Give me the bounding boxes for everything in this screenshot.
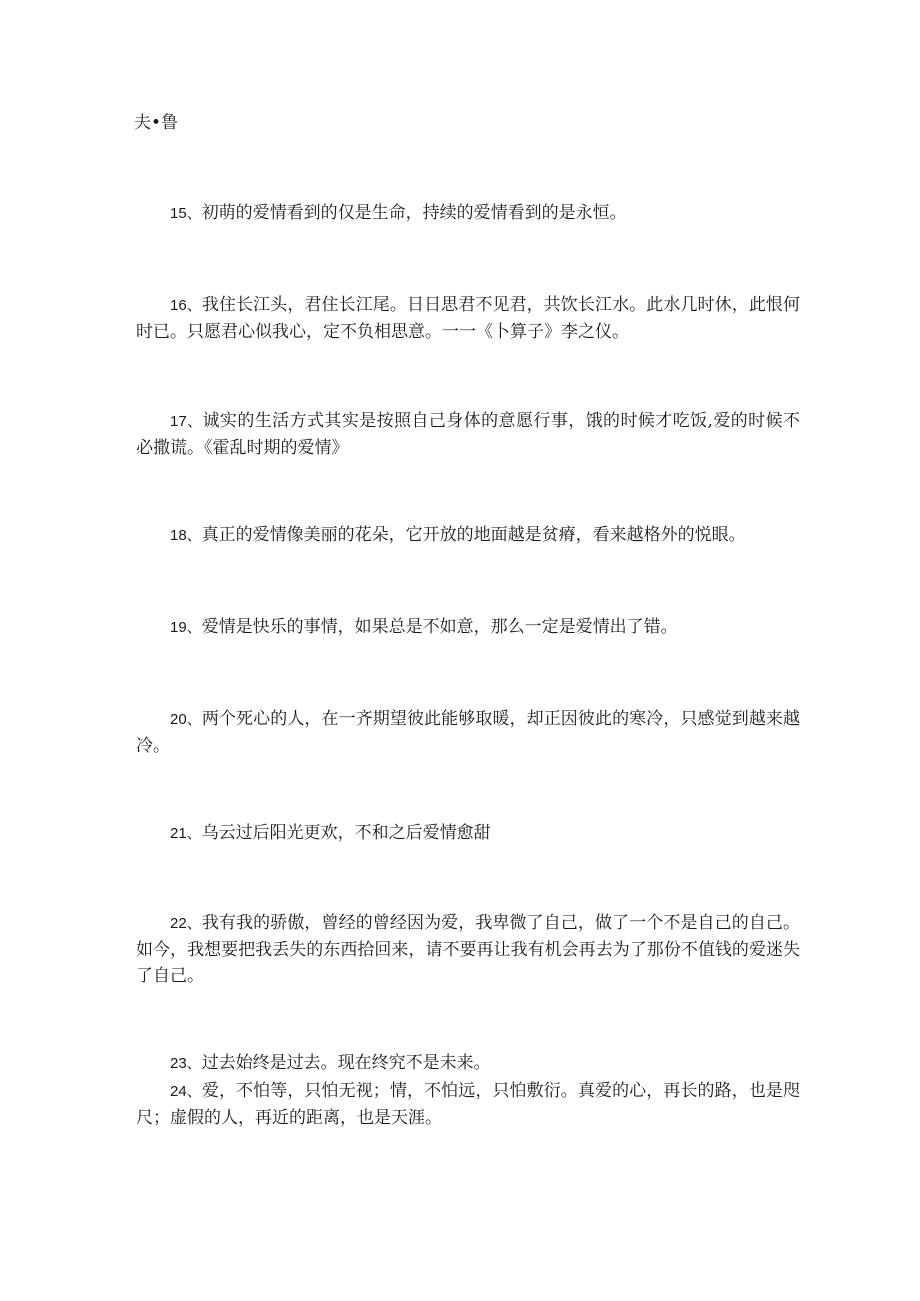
quote-18 xyxy=(136,522,800,549)
quote-19 xyxy=(136,614,800,641)
quote-21 xyxy=(136,820,800,847)
quote-23 xyxy=(136,1050,800,1077)
header-fragment: 夫•鲁 xyxy=(134,113,179,133)
quote-number: 19、 xyxy=(170,619,202,636)
quote-number: 21、 xyxy=(170,825,202,842)
quote-text: 爱，不怕等，只怕无视；情，不怕远，只怕敷衍。真爱的心，再长的路，也是咫尺；虚假的人，再近的距离，也是天涯。 xyxy=(136,1081,801,1128)
quote-number: 15、 xyxy=(170,205,202,222)
quote-22 xyxy=(136,910,800,989)
quote-16 xyxy=(136,292,800,345)
quote-number: 24、 xyxy=(170,1083,202,1100)
quote-number: 18、 xyxy=(170,527,202,544)
quote-number: 22、 xyxy=(170,915,202,932)
quote-number: 23、 xyxy=(170,1055,202,1072)
quote-24 xyxy=(136,1078,800,1131)
quote-15 xyxy=(136,200,800,227)
quote-text: 我住长江头，君住长江尾。日日思君不见君，共饮长江水。此水几时休，此恨何时已。只愿君心似我心，定不负相思意。一一《卜算子》李之仪。 xyxy=(136,295,801,342)
quote-number: 17、 xyxy=(170,413,203,430)
quote-number: 20、 xyxy=(170,711,202,728)
quote-text: 诚实的生活方式其实是按照自己身体的意愿行事，饿的时候才吃饭,爱的时候不必撒谎。《霍乱时期的爱情》 xyxy=(136,411,800,458)
quote-text: 两个死心的人，在一齐期望彼此能够取暖，却正因彼此的寒冷，只感觉到越来越冷。 xyxy=(136,709,801,756)
quote-text: 乌云过后阳光更欢，不和之后爱情愈甜 xyxy=(201,823,491,843)
quote-text: 过去始终是过去。现在终究不是未来。 xyxy=(201,1053,491,1073)
quote-text: 爱情是快乐的事情，如果总是不如意，那么一定是爱情出了错。 xyxy=(201,617,678,637)
quote-20 xyxy=(136,706,800,759)
quote-text: 初萌的爱情看到的仅是生命，持续的爱情看到的是永恒。 xyxy=(201,203,627,223)
quote-17 xyxy=(136,408,800,461)
quote-text: 我有我的骄傲，曾经的曾经因为爱，我卑微了自己，做了一个不是自己的自己。如今，我想要把我丢失的东西拾回来，请不要再让我有机会再去为了那份不值钱的爱迷失了自己。 xyxy=(136,913,801,986)
quote-text: 真正的爱情像美丽的花朵，它开放的地面越是贫瘠，看来越格外的悦眼。 xyxy=(201,525,746,545)
quote-number: 16、 xyxy=(170,297,202,314)
